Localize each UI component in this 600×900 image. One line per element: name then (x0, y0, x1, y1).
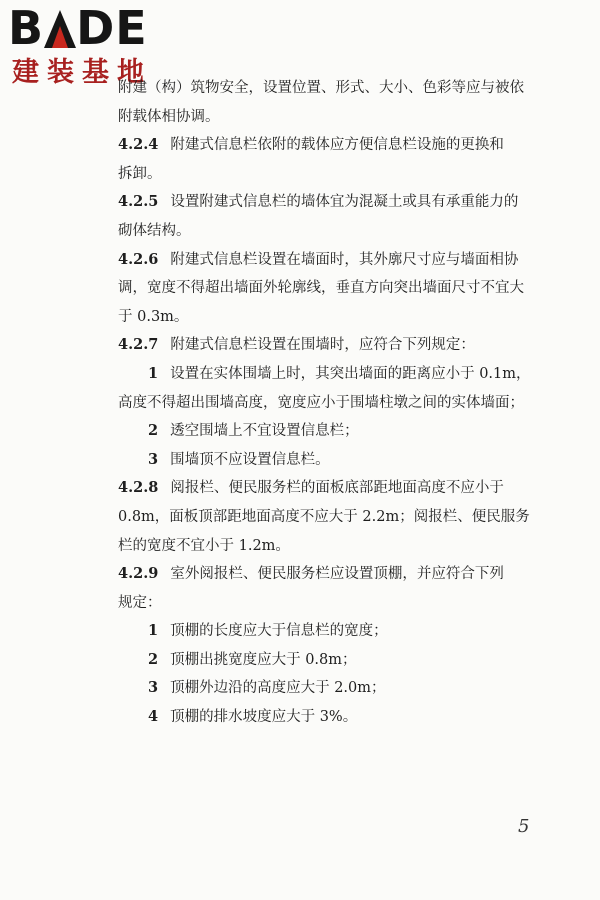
clause-number: 4.2.8 (118, 479, 159, 497)
logo-a-triangle-icon (44, 10, 76, 48)
line-text: 顶棚的排水坡度应大于 3%。 (170, 709, 358, 726)
line-text: 高度不得超出围墙高度，宽度应小于围墙柱墩之间的实体墙面； (118, 394, 524, 411)
line-text: 0.8m，面板顶部距地面高度不应大于 2.2m；阅报栏、便民服务 (118, 508, 530, 525)
list-item (118, 360, 548, 389)
list-item (118, 674, 548, 703)
text-line (118, 303, 548, 332)
line-text: 拆卸。 (118, 165, 162, 182)
line-text: 规定： (118, 594, 162, 611)
list-item (118, 646, 548, 675)
list-number: 1 (148, 622, 159, 640)
text-line (118, 389, 548, 418)
clause-number: 4.2.6 (118, 250, 159, 268)
list-number: 2 (148, 650, 159, 668)
line-text: 顶棚的长度应大于信息栏的宽度； (170, 623, 388, 640)
line-text: 室外阅报栏、便民服务栏应设置顶棚，并应符合下列 (170, 566, 504, 583)
clause-line (118, 246, 548, 275)
page-number: 5 (518, 816, 530, 837)
line-text: 附建式信息栏设置在墙面时，其外廓尺寸应与墙面相协 (170, 251, 519, 268)
clause-number: 4.2.5 (118, 193, 159, 211)
line-text: 围墙顶不应设置信息栏。 (170, 451, 330, 468)
list-item (118, 703, 548, 732)
clause-line (118, 188, 548, 217)
list-item (118, 417, 548, 446)
line-text: 附载体相协调。 (118, 108, 220, 125)
list-number: 3 (148, 450, 159, 468)
line-text: 顶棚出挑宽度应大于 0.8m； (170, 651, 357, 668)
line-text: 顶棚外边沿的高度应大于 2.0m； (170, 680, 386, 697)
text-line (118, 274, 548, 303)
clause-number: 4.2.7 (118, 336, 159, 354)
list-number: 1 (148, 364, 159, 382)
list-number: 4 (148, 708, 159, 726)
line-text: 透空围墙上不宜设置信息栏； (170, 423, 359, 440)
text-line (118, 103, 548, 132)
line-text: 调，宽度不得超出墙面外轮廓线，垂直方向突出墙面尺寸不宜大 (118, 280, 524, 297)
document-page (118, 74, 548, 732)
text-line (118, 532, 548, 561)
text-line (118, 160, 548, 189)
line-text: 阅报栏、便民服务栏的面板底部距地面高度不应小于 (170, 480, 504, 497)
line-text: 于 0.3m。 (118, 308, 189, 325)
clause-line (118, 474, 548, 503)
line-text: 附建式信息栏依附的载体应方便信息栏设施的更换和 (170, 137, 504, 154)
logo-wordmark: B DE (8, 1, 148, 55)
clause-line (118, 131, 548, 160)
clause-number: 4.2.9 (118, 565, 159, 583)
clause-line (118, 331, 548, 360)
text-line (118, 217, 548, 246)
text-line (118, 503, 548, 532)
line-text: 栏的宽度不宜小于 1.2m。 (118, 537, 290, 554)
list-number: 2 (148, 422, 159, 440)
list-number: 3 (148, 679, 159, 697)
text-line (118, 589, 548, 618)
clause-number: 4.2.4 (118, 136, 159, 154)
clause-line (118, 560, 548, 589)
line-text: 附建式信息栏设置在围墙时，应符合下列规定： (170, 337, 475, 354)
line-text: 设置在实体围墙上时，其突出墙面的距离应小于 0.1m， (170, 365, 531, 382)
logo-subtitle: 建装基地 (12, 57, 152, 88)
logo-a-mark (44, 2, 76, 54)
line-text: 附建（构）筑物安全，设置位置、形式、大小、色彩等应与被依 (118, 80, 524, 96)
list-item (118, 446, 548, 475)
line-text: 砌体结构。 (118, 222, 191, 239)
line-text: 设置附建式信息栏的墙体宜为混凝土或具有承重能力的 (170, 194, 519, 211)
text-line (118, 74, 548, 103)
list-item (118, 617, 548, 646)
